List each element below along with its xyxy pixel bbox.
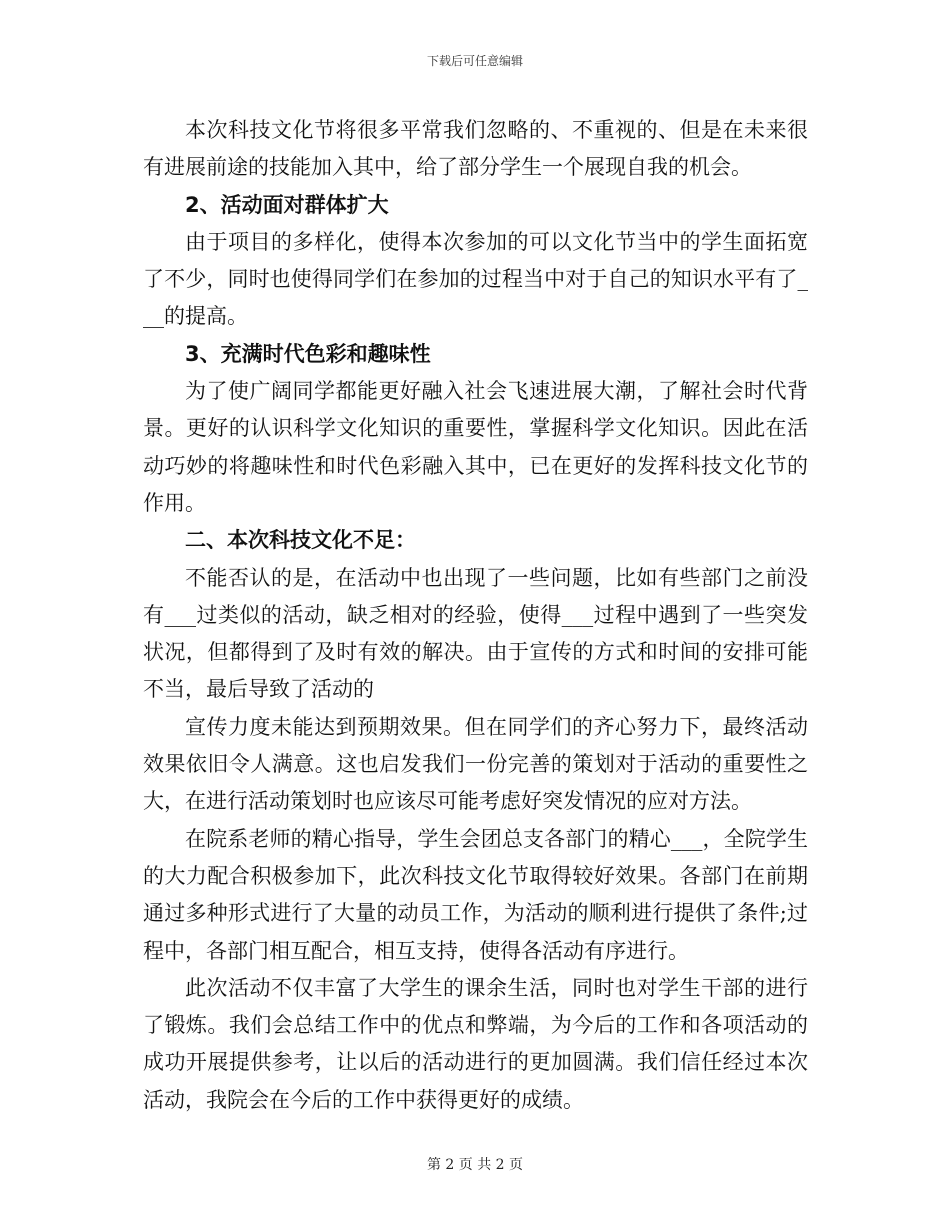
document-body [143, 112, 808, 1119]
section-heading: 2、活动面对群体扩大 [185, 192, 389, 217]
section-heading: 3、充满时代色彩和趣味性 [185, 341, 431, 366]
page-header: 下载后可任意编辑 [426, 54, 523, 68]
paragraph: 在院系老师的精心指导，学生会团总支各部门的精心___，全院学生的大力配合积极参加下，此次科技文化节取得较好效果。各部门在前期通过多种形式进行了大量的动员工作，为活动的顺利进行提供了条件;过程中，各部门相互配合，相互支持，使得各活动有序进行。 [143, 826, 808, 963]
paragraph: 为了使广阔同学都能更好融入社会飞速进展大潮，了解社会时代背景。更好的认识科学文化知识的重要性，掌握科学文化知识。因此在活动巧妙的将趣味性和时代色彩融入其中，已在更好的发挥科技文化节的作用。 [143, 379, 808, 515]
paragraph: 本次科技文化节将很多平常我们忽略的、不重视的、但是在未来很有进展前途的技能加入其中，给了部分学生一个展现自我的机会。 [143, 118, 808, 180]
page-number-footer: 第 2 页 共 2 页 [426, 1157, 524, 1173]
section-heading: 二、本次科技文化不足： [185, 528, 416, 553]
paragraph: 由于项目的多样化，使得本次参加的可以文化节当中的学生面拓宽了不少，同时也使得同学们在参加的过程当中对于自己的知识水平有了___的提高。 [143, 229, 808, 329]
paragraph: 此次活动不仅丰富了大学生的课余生活，同时也对学生干部的进行了锻炼。我们会总结工作中的优点和弊端，为今后的工作和各项活动的成功开展提供参考，让以后的活动进行的更加圆满。我们信任经过本次活动，我院会在今后的工作中获得更好的成绩。 [143, 975, 808, 1112]
paragraph: 宣传力度未能达到预期效果。但在同学们的齐心努力下，最终活动效果依旧令人满意。这也启发我们一份完善的策划对于活动的重要性之大，在进行活动策划时也应该尽可能考虑好突发情况的应对方法。 [143, 714, 808, 814]
paragraph: 不能否认的是，在活动中也出现了一些问题，比如有些部门之前没有___过类似的活动，缺乏相对的经验，使得___过程中遇到了一些突发状况，但都得到了及时有效的解决。由于宣传的方式和时间的安排可能不当，最后导致了活动的 [143, 565, 808, 702]
